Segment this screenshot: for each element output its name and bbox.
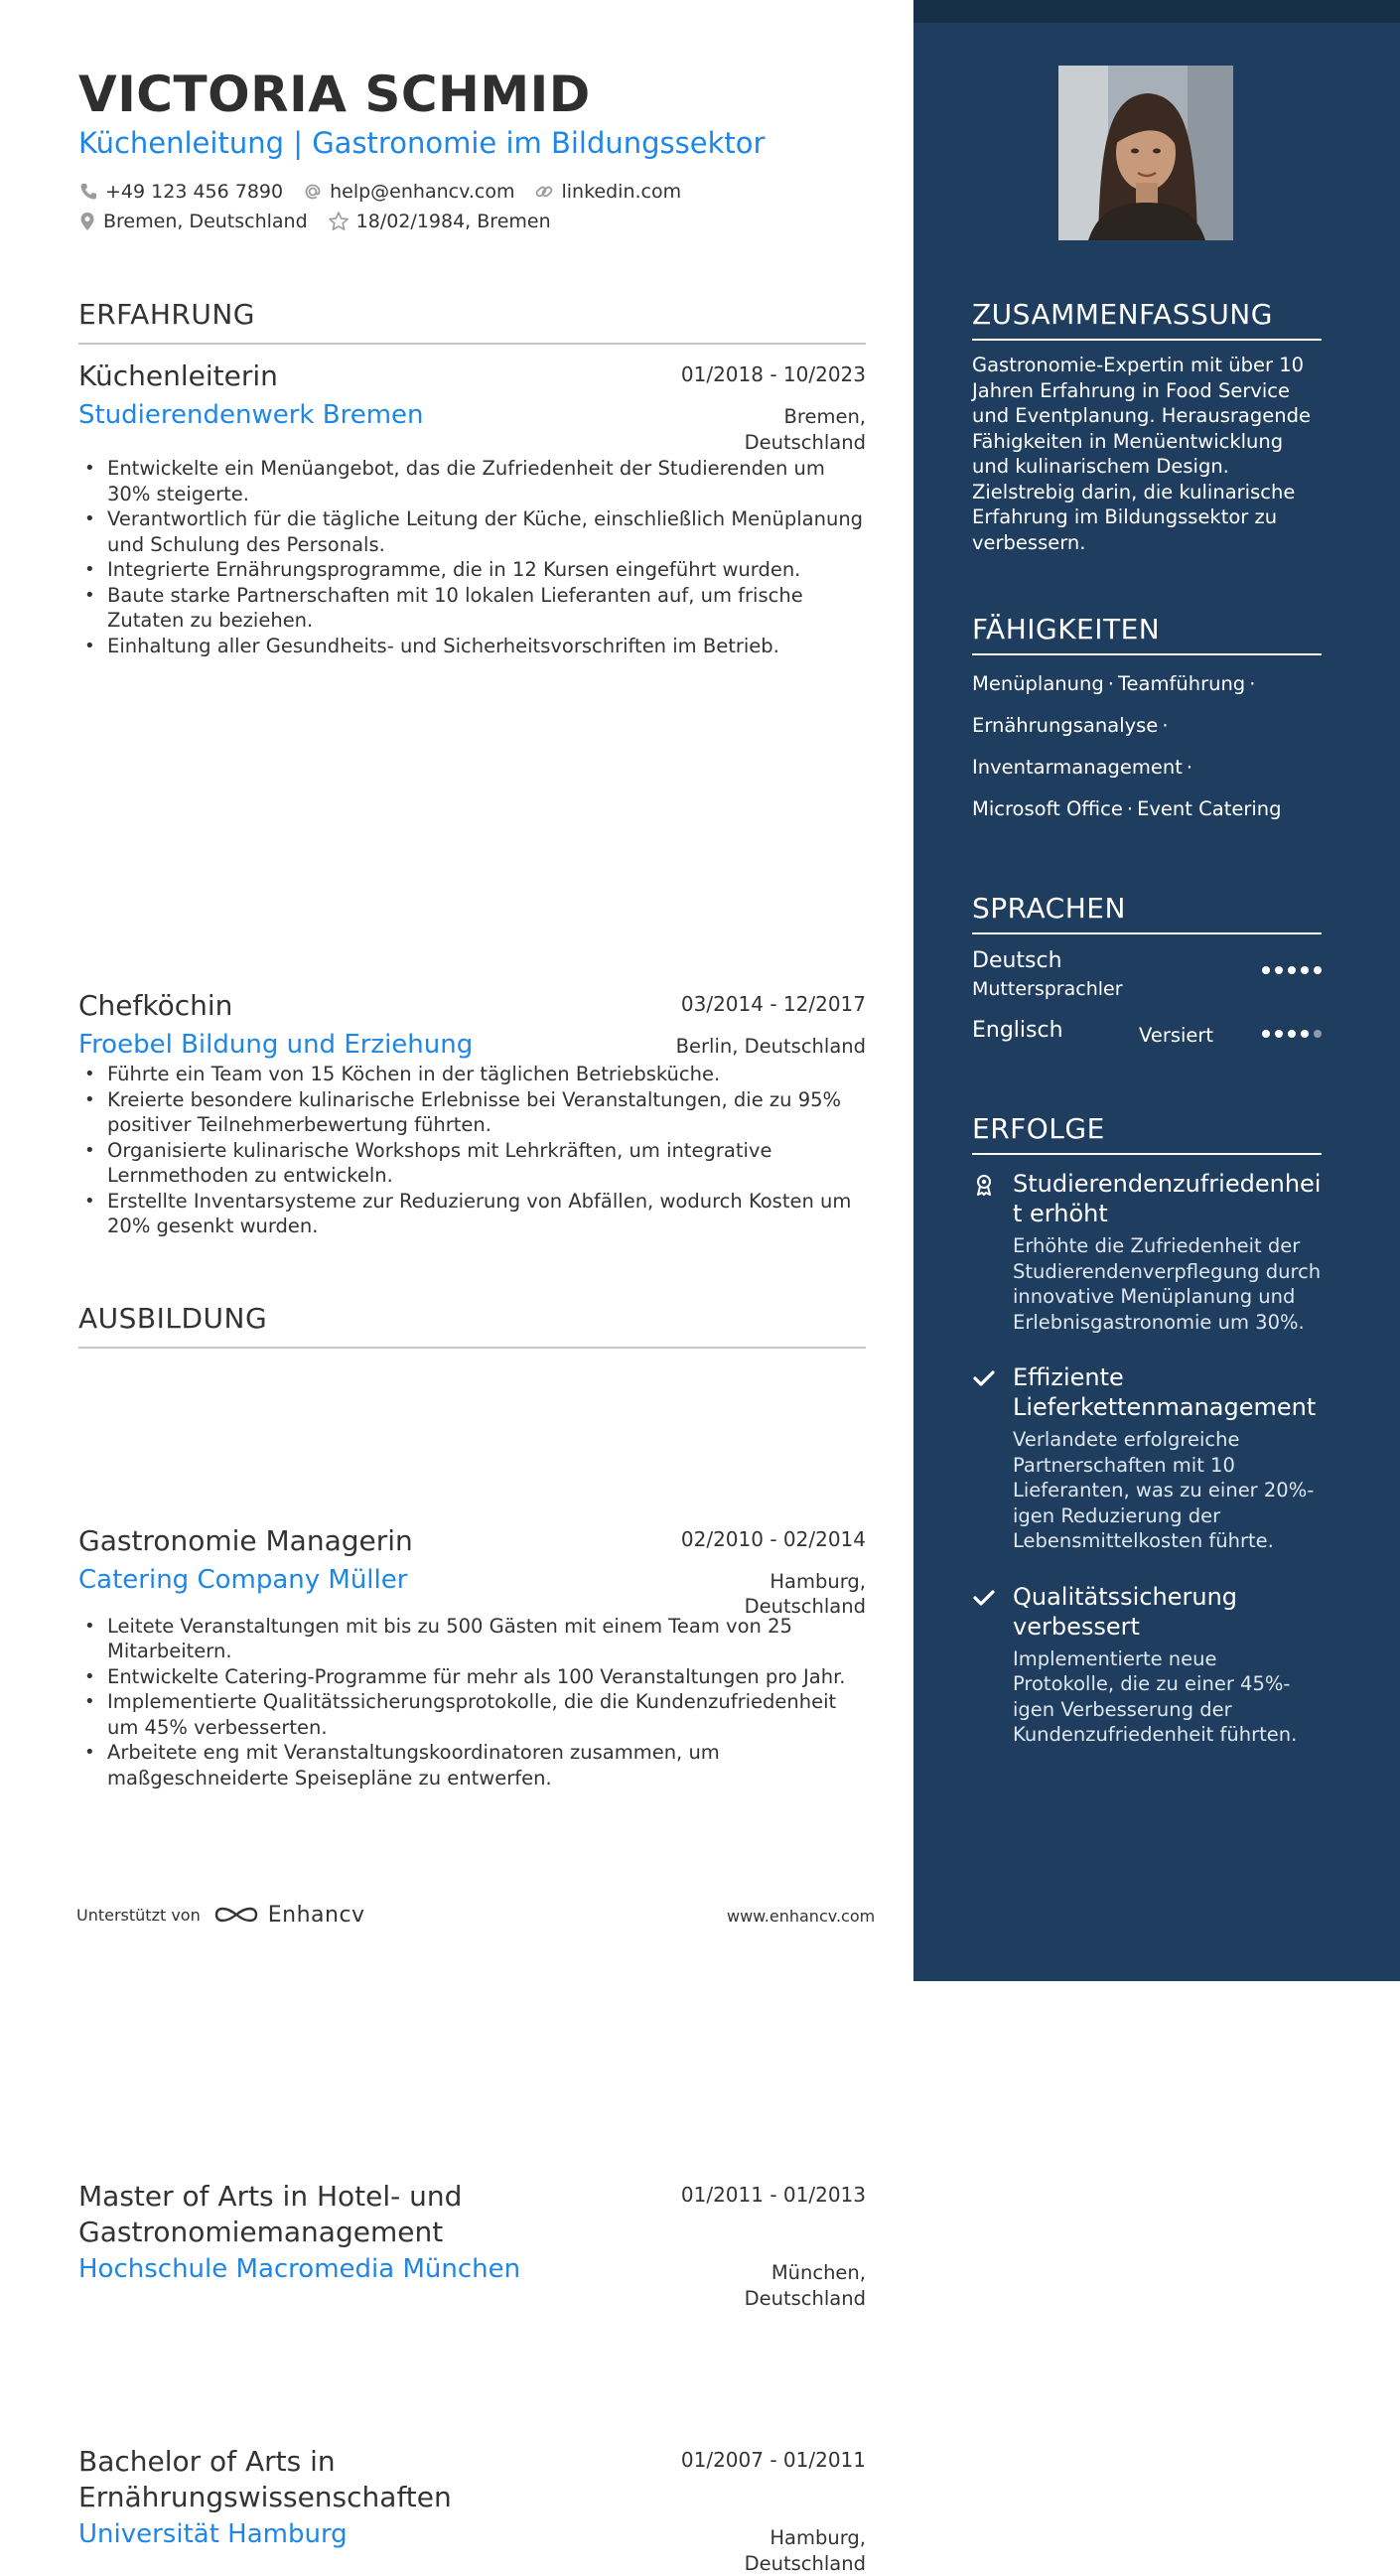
experience-entry-3: [78, 1523, 866, 1791]
rating-dot-filled: [1275, 1030, 1283, 1038]
rating-dot-filled: [1301, 966, 1309, 974]
degree-dates: 01/2007 - 01/2011: [681, 2448, 866, 2472]
bullet-item: • Erstellte Inventarsysteme zur Reduzierung von Abfällen, wodurch Kosten um 20% gesenkt wurden.: [78, 1189, 866, 1239]
candidate-name: VICTORIA SCHMID: [78, 66, 591, 123]
school-name: Universität Hamburg: [78, 2517, 866, 2551]
skills-line: Ernährungsanalyse ·: [972, 713, 1322, 739]
phone-icon: [78, 182, 98, 202]
education-heading: AUSBILDUNG: [78, 1302, 866, 1349]
bullet-item: • Verantwortlich für die tägliche Leitung der Küche, einschließlich Menüplanung und Schulung des Personals.: [78, 506, 866, 557]
school-name: Hochschule Macromedia München: [78, 2252, 866, 2286]
skills-section: [972, 613, 1322, 838]
rating-dot-filled: [1314, 966, 1322, 974]
job-title: Küchenleiterin: [78, 358, 866, 394]
link-icon: [534, 182, 554, 202]
job-dates: 03/2014 - 12/2017: [681, 992, 866, 1016]
achievement-description: Erhöhte die Zufriedenheit der Studierendenverpflegung durch innovative Menüplanung und Erlebnisgastronomie um 30%.: [1013, 1233, 1322, 1335]
summary-text: Gastronomie-Expertin mit über 10 Jahren Erfahrung in Food Service und Eventplanung. Herausragende Fähigkeiten in Menüentwicklung und kulinarischem Design. Zielstrebig darin, die kulinarische Erfahrung im Bildungssektor zu verbessern.: [972, 353, 1322, 555]
summary-heading: ZUSAMMENFASSUNG: [972, 298, 1322, 341]
rating-dot-filled: [1262, 966, 1270, 974]
email-text[interactable]: help@enhancv.com: [330, 181, 514, 203]
enhancv-brand: Enhancv: [268, 1903, 365, 1928]
language-rating: [1262, 1030, 1322, 1038]
rating-dot-filled: [1301, 1030, 1309, 1038]
school-location: [745, 2525, 866, 2576]
bullet-item: • Entwickelte Catering-Programme für mehr als 100 Veranstaltungen pro Jahr.: [78, 1664, 866, 1690]
summary-section: [972, 298, 1322, 555]
job-dates: 01/2018 - 10/2023: [681, 362, 866, 386]
experience-heading: ERFAHRUNG: [78, 298, 866, 345]
powered-by-text: Unterstützt von: [76, 1906, 201, 1925]
degree-dates: 01/2011 - 01/2013: [681, 2183, 866, 2207]
skills-line: Menüplanung · Teamführung ·: [972, 671, 1322, 697]
achievements-section: [972, 1112, 1322, 1770]
achievement-description: Implementierte neue Protokolle, die zu einer 45%-igen Verbesserung der Kundenzufriedenheit führten.: [1013, 1646, 1322, 1748]
language-level: Muttersprachler: [972, 978, 1123, 1000]
achievement-title: Effiziente Lieferkettenmanagement: [1013, 1362, 1322, 1422]
job-company: Froebel Bildung und Erziehung: [78, 1028, 866, 1062]
job-bullets: [78, 1062, 866, 1239]
at-icon: [303, 182, 323, 202]
award-icon: [972, 1173, 996, 1197]
contact-email: [303, 181, 514, 203]
rating-dot-filled: [1288, 1030, 1296, 1038]
languages-heading: SPRACHEN: [972, 892, 1322, 934]
job-dates: 02/2010 - 02/2014: [681, 1527, 866, 1551]
job-location-line: Deutschland: [745, 430, 866, 456]
contact-line-2: [78, 211, 571, 232]
job-location: [745, 1569, 866, 1620]
location-pin-icon: [78, 212, 96, 231]
achievement-item: [972, 1169, 1322, 1335]
education-entry-1: [78, 2179, 866, 2286]
language-rating: [1262, 966, 1322, 974]
school-location: [745, 2260, 866, 2311]
bullet-item: • Leitete Veranstaltungen mit bis zu 500 Gästen mit einem Team von 25 Mitarbeitern.: [78, 1614, 866, 1664]
bullet-item: • Baute starke Partnerschaften mit 10 lokalen Lieferanten auf, um frische Zutaten zu beziehen.: [78, 583, 866, 634]
job-location: [745, 404, 866, 455]
bullet-item: • Einhaltung aller Gesundheits- und Sicherheitsvorschriften im Betrieb.: [78, 634, 866, 659]
language-row-englisch: [972, 1018, 1322, 1079]
bullet-item: • Kreierte besondere kulinarische Erlebnisse bei Veranstaltungen, die zu 95% positiver Teilnehmerbewertung führten.: [78, 1087, 866, 1138]
degree-title-line: Gastronomiemanagement: [78, 2215, 866, 2250]
skills-line: Inventarmanagement ·: [972, 755, 1322, 781]
skills-line: Microsoft Office · Event Catering: [972, 796, 1322, 822]
school-location-line: München,: [745, 2260, 866, 2286]
skill-item: Ernährungsanalyse: [972, 714, 1158, 737]
achievement-item: [972, 1582, 1322, 1748]
footer-branding: [76, 1902, 365, 1928]
skill-item: Microsoft Office: [972, 797, 1123, 820]
birth-text: 18/02/1984, Bremen: [356, 211, 551, 232]
languages-section: [972, 892, 1322, 1079]
enhancv-logo-icon: [212, 1902, 260, 1928]
skill-item: Event Catering: [1137, 797, 1281, 820]
check-icon: [972, 1586, 996, 1610]
avatar: [1058, 66, 1233, 240]
school-location-line: Hamburg,: [745, 2525, 866, 2551]
phone-text: +49 123 456 7890: [105, 181, 283, 203]
contact-location: [78, 211, 308, 232]
achievement-description: Verlandete erfolgreiche Partnerschaften mit 10 Lieferanten, was zu einer 20%-igen Reduzierung der Lebensmittelkosten führte.: [1013, 1427, 1322, 1554]
job-company: Studierendenwerk Bremen: [78, 398, 866, 432]
school-location-line: Deutschland: [745, 2551, 866, 2576]
skill-item: Menüplanung: [972, 672, 1104, 695]
contact-phone: [78, 181, 283, 203]
contact-line-1: [78, 181, 701, 203]
education-section: [78, 1302, 866, 1349]
language-row-deutsch: [972, 948, 1322, 1010]
sidebar-topbar: [913, 0, 1400, 23]
achievement-title: Qualitätssicherung verbessert: [1013, 1582, 1322, 1642]
skills-heading: FÄHIGKEITEN: [972, 613, 1322, 655]
bullet-item: • Integrierte Ernährungsprogramme, die in 12 Kursen eingeführt wurden.: [78, 557, 866, 583]
degree-title-line: Bachelor of Arts in: [78, 2444, 866, 2480]
skill-item: Inventarmanagement: [972, 756, 1183, 779]
location-text: Bremen, Deutschland: [103, 211, 308, 232]
job-location-line: Hamburg,: [745, 1569, 866, 1595]
job-title: Chefköchin: [78, 988, 866, 1024]
job-location-line: Deutschland: [745, 1594, 866, 1620]
sidebar: [913, 0, 1400, 1981]
bullet-item: • Arbeitete eng mit Veranstaltungskoordinatoren zusammen, um maßgeschneiderte Speisepläne zu entwerfen.: [78, 1740, 866, 1790]
job-location-line: Bremen,: [745, 404, 866, 430]
bullet-item: • Organisierte kulinarische Workshops mit Lehrkräften, um integrative Lernmethoden zu entwickeln.: [78, 1138, 866, 1189]
language-level: Versiert: [1139, 1024, 1213, 1047]
job-bullets: [78, 1614, 866, 1791]
degree-title-line: Master of Arts in Hotel- und: [78, 2179, 866, 2215]
language-name: Englisch: [972, 1018, 1063, 1043]
check-icon: [972, 1366, 996, 1390]
experience-entry-1: [78, 358, 866, 658]
bullet-item: • Führte ein Team von 15 Köchen in der täglichen Betriebsküche.: [78, 1062, 866, 1087]
footer-website[interactable]: www.enhancv.com: [727, 1907, 875, 1926]
bullet-item: • Implementierte Qualitätssicherungsprotokolle, die die Kundenzufriedenheit um 45% verbesserten.: [78, 1689, 866, 1740]
rating-dot-filled: [1288, 966, 1296, 974]
job-company: Catering Company Müller: [78, 1563, 866, 1597]
job-location-line: Berlin, Deutschland: [676, 1034, 866, 1060]
school-location-line: Deutschland: [745, 2286, 866, 2312]
rating-dot-filled: [1275, 966, 1283, 974]
profile-photo: [1058, 66, 1233, 240]
job-title: Gastronomie Managerin: [78, 1523, 866, 1559]
experience-section: [78, 298, 866, 345]
bullet-item: • Entwickelte ein Menüangebot, das die Zufriedenheit der Studierenden um 30% steigerte.: [78, 456, 866, 506]
job-bullets: [78, 456, 866, 658]
candidate-title: Küchenleitung | Gastronomie im Bildungssektor: [78, 126, 765, 160]
skill-item: Teamführung: [1118, 672, 1245, 695]
rating-dot-empty: [1314, 1030, 1322, 1038]
education-entry-2: [78, 2444, 866, 2551]
degree-title-line: Ernährungswissenschaften: [78, 2480, 866, 2515]
link-text[interactable]: linkedin.com: [561, 181, 681, 203]
job-location: [676, 1034, 866, 1060]
language-name: Deutsch: [972, 948, 1062, 973]
experience-entry-2: [78, 988, 866, 1239]
rating-dot-filled: [1262, 1030, 1270, 1038]
contact-link: [534, 181, 681, 203]
achievements-heading: ERFOLGE: [972, 1112, 1322, 1155]
star-icon: [328, 211, 350, 232]
contact-birth: [328, 211, 551, 232]
achievement-item: [972, 1362, 1322, 1554]
achievement-title: Studierendenzufriedenheit erhöht: [1013, 1169, 1322, 1228]
